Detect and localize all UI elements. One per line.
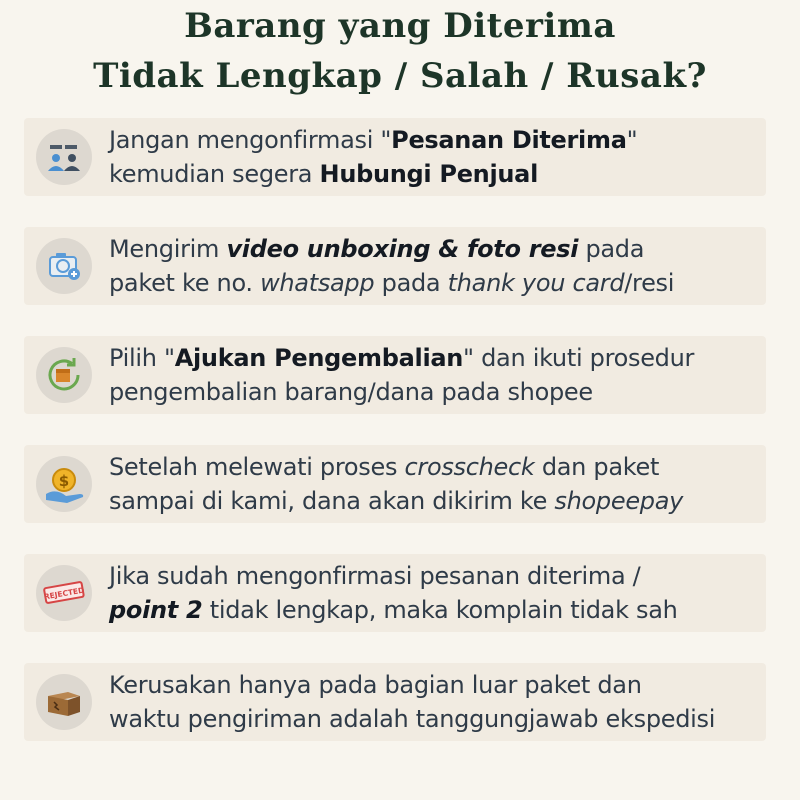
info-line bbox=[109, 375, 758, 409]
text-segment: Jangan mengonfirmasi " bbox=[109, 126, 392, 154]
text-segment: shopeepay bbox=[554, 487, 684, 515]
info-line bbox=[109, 232, 758, 266]
info-card-5 bbox=[24, 554, 766, 632]
return-box-icon bbox=[36, 347, 92, 403]
info-card-1 bbox=[24, 118, 766, 196]
text-segment: Pilih " bbox=[109, 344, 175, 372]
info-text-6 bbox=[109, 668, 758, 736]
camera-icon bbox=[36, 238, 92, 294]
info-line bbox=[109, 341, 758, 375]
text-segment: /resi bbox=[624, 269, 675, 297]
text-segment: tidak lengkap, maka komplain tidak sah bbox=[202, 596, 678, 624]
text-segment: kemudian segera bbox=[109, 160, 320, 188]
text-segment: Kerusakan hanya pada bagian luar paket dan bbox=[109, 671, 642, 699]
info-line bbox=[109, 668, 758, 702]
info-line bbox=[109, 559, 758, 593]
text-segment: pada bbox=[374, 269, 448, 297]
money-coin-icon bbox=[36, 456, 92, 512]
info-card-2 bbox=[24, 227, 766, 305]
info-line bbox=[109, 593, 758, 627]
text-segment: waktu pengiriman adalah tanggungjawab ekspedisi bbox=[109, 705, 716, 733]
text-segment: Mengirim bbox=[109, 235, 227, 263]
info-text-3 bbox=[109, 341, 758, 409]
people-icon bbox=[36, 129, 92, 185]
info-card-3 bbox=[24, 336, 766, 414]
text-segment: Jika sudah mengonfirmasi pesanan diterima / bbox=[109, 562, 641, 590]
title-line-1: Barang yang Diterima bbox=[184, 6, 616, 46]
info-card-6 bbox=[24, 663, 766, 741]
info-line bbox=[109, 484, 758, 518]
text-segment: Setelah melewati proses bbox=[109, 453, 405, 481]
text-segment: pengembalian barang/dana pada shopee bbox=[109, 378, 593, 406]
page-title bbox=[0, 2, 800, 102]
info-line bbox=[109, 123, 758, 157]
text-segment: pada bbox=[578, 235, 645, 263]
info-text-4 bbox=[109, 450, 758, 518]
text-segment: Hubungi Penjual bbox=[319, 160, 539, 188]
text-segment: Ajukan Pengembalian bbox=[174, 344, 464, 372]
text-segment: " dan ikuti prosedur bbox=[463, 344, 695, 372]
text-segment: point 2 bbox=[109, 596, 203, 624]
svg-text:$: $ bbox=[58, 472, 70, 490]
title-line-2: Tidak Lengkap / Salah / Rusak? bbox=[93, 56, 707, 96]
info-line bbox=[109, 702, 758, 736]
text-segment: " bbox=[626, 126, 638, 154]
stamp-label: REJECTED bbox=[43, 585, 85, 602]
info-line bbox=[109, 450, 758, 484]
damaged-box-icon bbox=[36, 674, 92, 730]
info-line bbox=[109, 266, 758, 300]
info-text-2 bbox=[109, 232, 758, 300]
text-segment: video unboxing & foto resi bbox=[226, 235, 579, 263]
info-card-4 bbox=[24, 445, 766, 523]
text-segment: sampai di kami, dana akan dikirim ke bbox=[109, 487, 555, 515]
info-line bbox=[109, 157, 758, 191]
text-segment: crosscheck bbox=[404, 453, 535, 481]
text-segment: thank you card bbox=[447, 269, 625, 297]
rejected-stamp-icon bbox=[36, 565, 92, 621]
text-segment: paket ke no. bbox=[109, 269, 261, 297]
text-segment: dan paket bbox=[534, 453, 660, 481]
info-text-5 bbox=[109, 559, 758, 627]
info-text-1 bbox=[109, 123, 758, 191]
text-segment: whatsapp bbox=[260, 269, 375, 297]
text-segment: Pesanan Diterima bbox=[391, 126, 627, 154]
